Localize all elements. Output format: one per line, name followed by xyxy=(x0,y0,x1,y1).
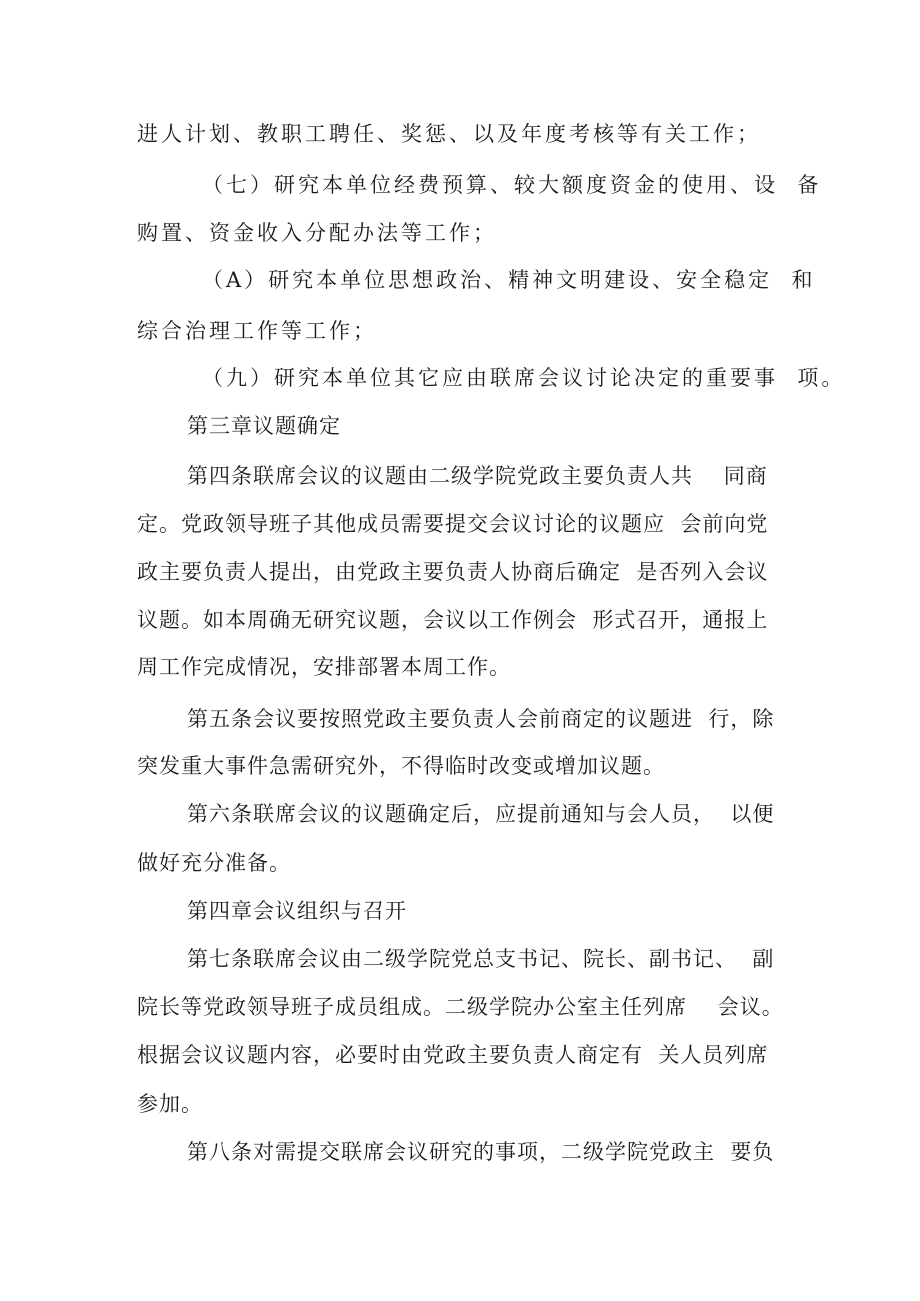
text-line: 突发重大事件急需研究外，不得临时改变或增加议题。 xyxy=(137,754,665,778)
text-line: （A）研究本单位思想政治、精神文明建设、安全稳定 和 xyxy=(202,268,816,292)
text-line: 第五条会议要按照党政主要负责人会前商定的议题进 行，除 xyxy=(187,707,775,731)
text-line: 进人计划、教职工聘任、奖惩、以及年度考核等有关工作； xyxy=(137,122,761,146)
chapter-heading: 第四章会议组织与召开 xyxy=(187,899,407,923)
text-line: 购置、资金收入分配办法等工作； xyxy=(137,221,497,245)
text-line: 根据会议议题内容，必要时由党政主要负责人商定有 关人员列席 xyxy=(137,1043,769,1067)
text-line: 综合治理工作等工作； xyxy=(137,319,377,343)
text-line: 第八条对需提交联席会议研究的事项，二级学院党政主 要负 xyxy=(187,1140,775,1164)
chapter-heading: 第三章议题确定 xyxy=(187,414,341,438)
text-line: 议题。如本周确无研究议题，会议以工作例会 形式召开，通报上 xyxy=(137,608,769,632)
text-line: 参加。 xyxy=(137,1092,203,1116)
text-line: 第四条联席会议的议题由二级学院党政主要负责人共 同商 xyxy=(187,464,768,488)
text-line: 做好充分准备。 xyxy=(137,851,291,875)
text-line: 第七条联席会议由二级学院党总支书记、院长、副书记、 副 xyxy=(187,947,775,971)
text-line: 定。党政领导班子其他成员需要提交会议讨论的议题应 会前向党 xyxy=(137,512,769,536)
text-line: 第六条联席会议的议题确定后，应提前通知与会人员， 以便 xyxy=(187,802,775,826)
text-line: 院长等党政领导班子成员组成。二级学院办公室主任列席 会议。 xyxy=(137,995,784,1019)
text-line: （九）研究本单位其它应由联席会议讨论决定的重要事 项。 xyxy=(202,366,846,390)
text-line: 政主要负责人提出，由党政主要负责人协商后确定 是否列入会议 xyxy=(137,560,769,584)
text-line: 周工作完成情况，安排部署本周工作。 xyxy=(137,655,511,679)
text-line: （七）研究本单位经费预算、较大额度资金的使用、设 备 xyxy=(202,173,822,197)
